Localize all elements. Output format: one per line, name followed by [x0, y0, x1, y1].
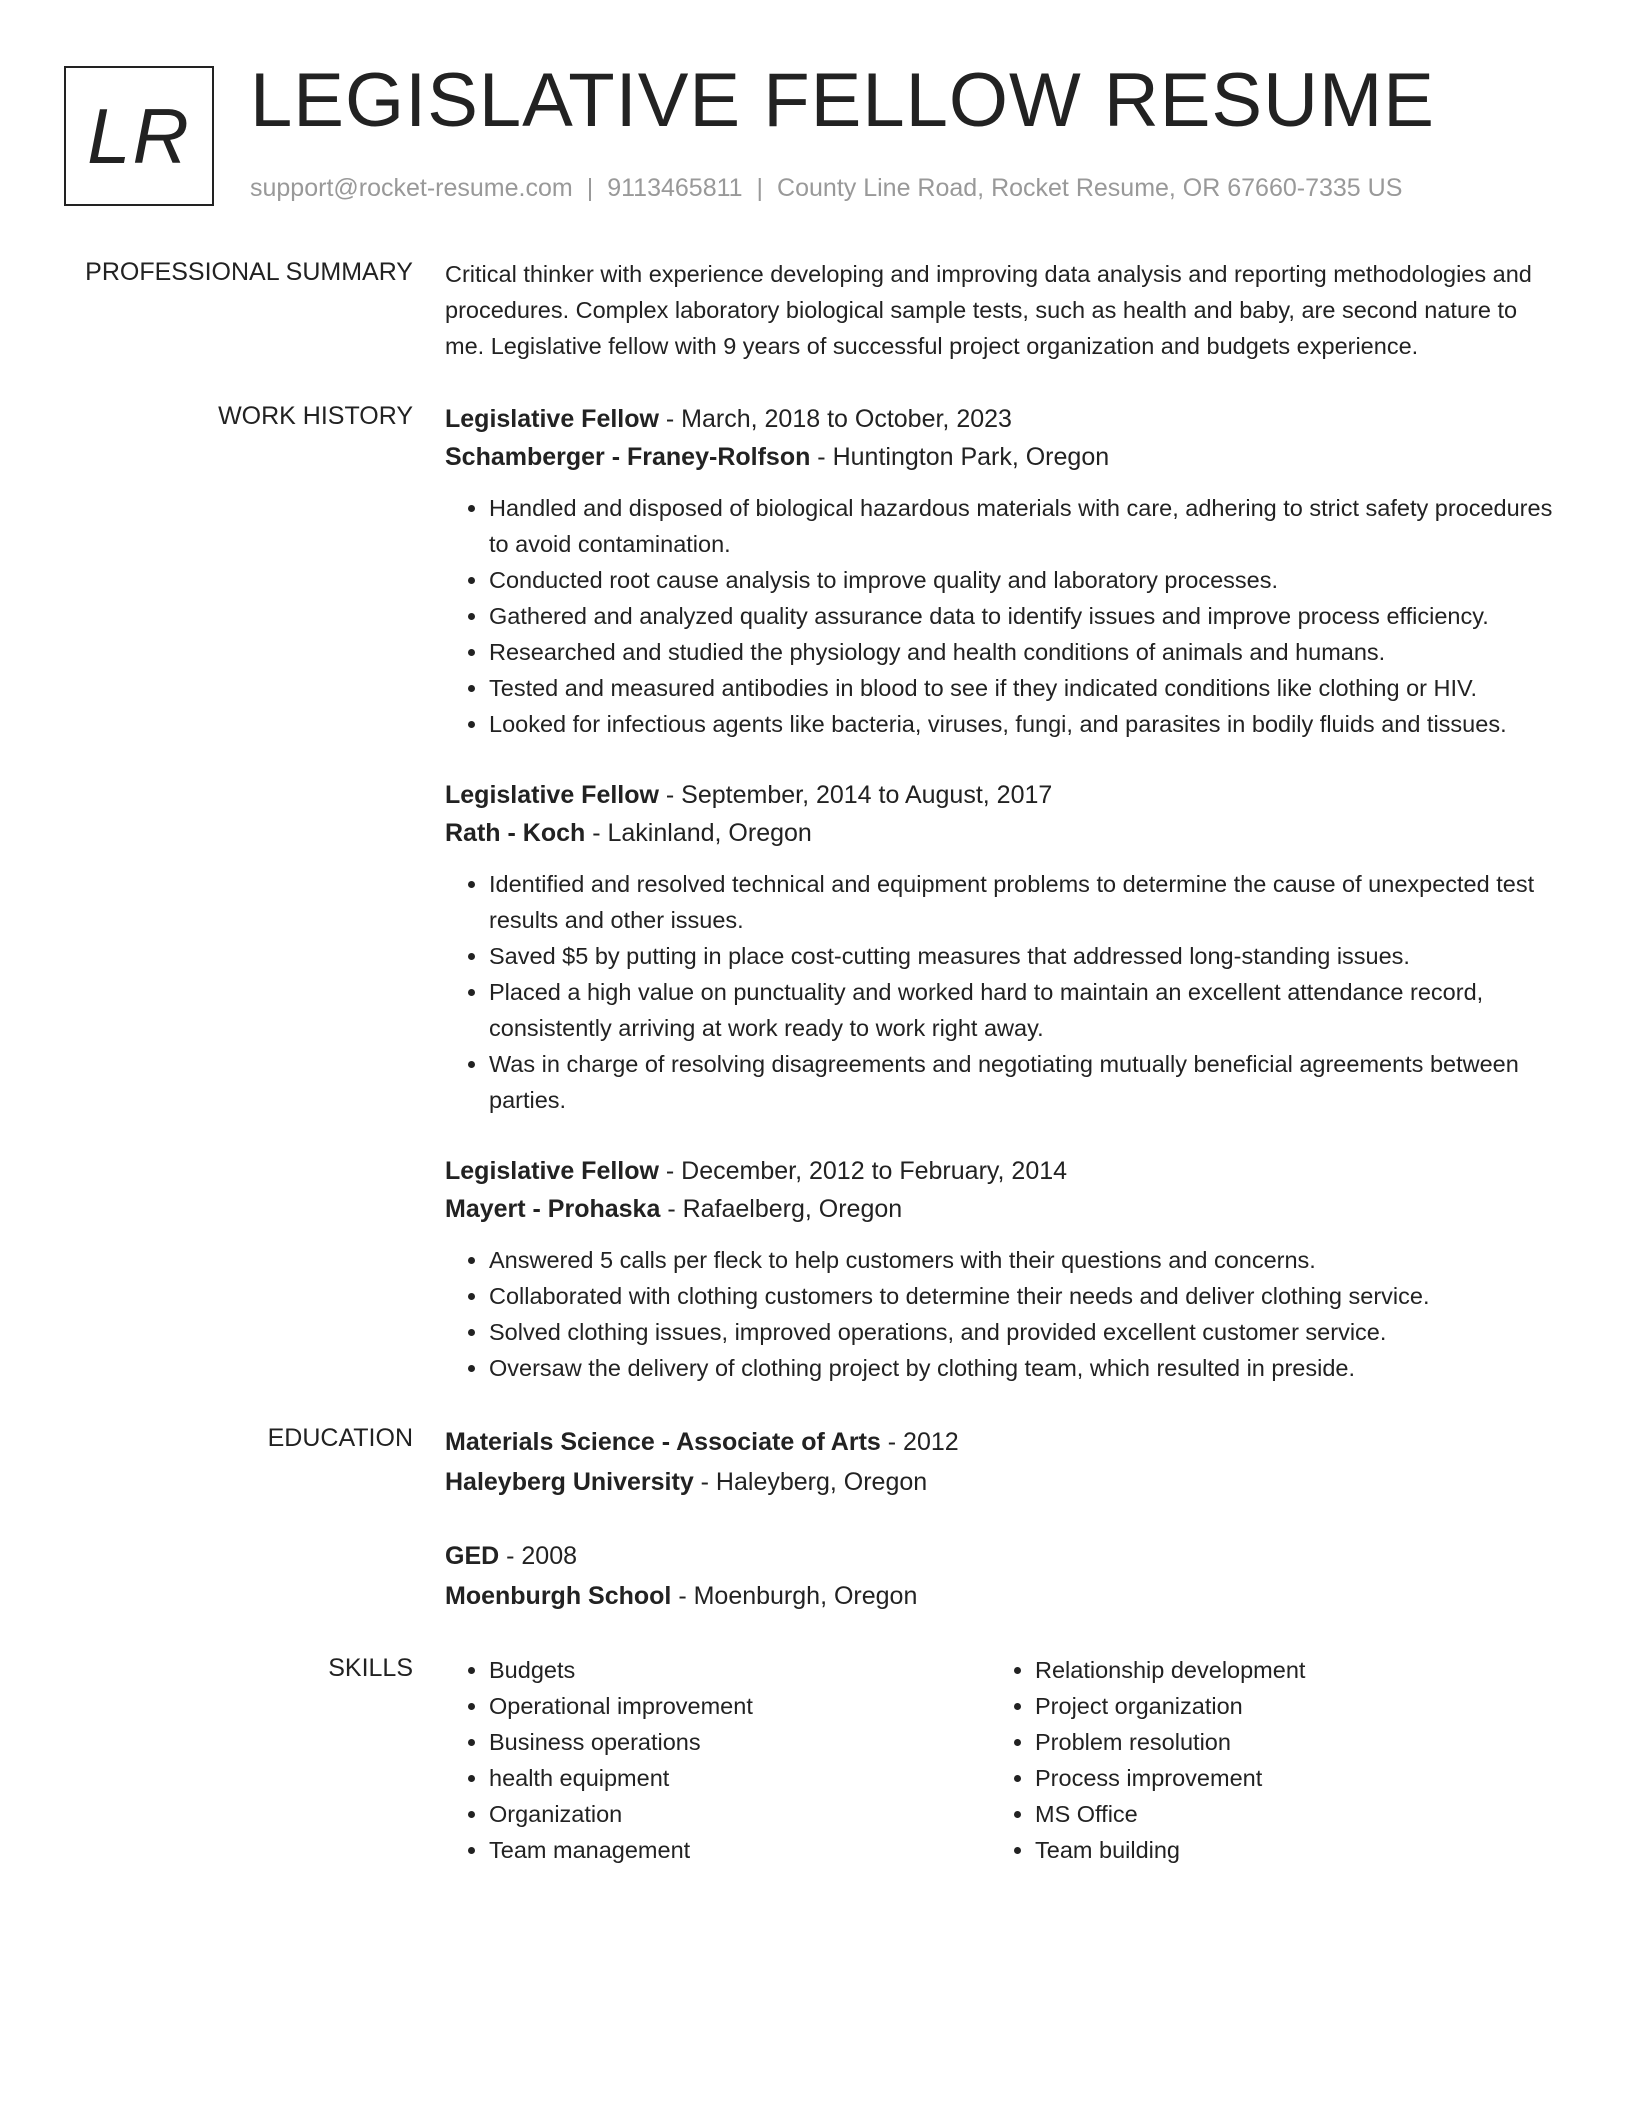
job-location: - Lakinland, Oregon: [585, 819, 812, 847]
job-bullets: [445, 866, 1555, 1118]
education-school: Haleyberg University: [445, 1468, 694, 1496]
job-bullets: [445, 490, 1555, 742]
job-dates: - March, 2018 to October, 2023: [658, 405, 1012, 433]
skill-item: • Relationship development: [1035, 1652, 1537, 1688]
list-item: • Tested and measured antibodies in blood to see if they indicated conditions like clothing or HIV.: [489, 670, 1555, 706]
education-location: - Haleyberg, Oregon: [693, 1468, 928, 1496]
skill-item: • Team building: [1035, 1832, 1537, 1868]
job-header: [445, 776, 1555, 814]
list-item: • Collaborated with clothing customers to determine their needs and deliver clothing service.: [489, 1278, 1555, 1314]
skill-item: • Problem resolution: [1035, 1724, 1537, 1760]
list-item: • Solved clothing issues, improved operations, and provided excellent customer service.: [489, 1314, 1555, 1350]
education-school-line: [445, 1462, 1555, 1502]
summary-text: Critical thinker with experience developing and improving data analysis and reporting methodologies and procedures. Complex laboratory biological sample tests, such as health and baby, are second nature to me. Legislative fellow with 9 years of successful project organization and budgets experience.: [445, 261, 1532, 359]
job-dates: - September, 2014 to August, 2017: [658, 781, 1053, 809]
list-item: • Identified and resolved technical and equipment problems to determine the cause of unexpected test results and other issues.: [489, 866, 1555, 938]
job-title: Legislative Fellow: [445, 781, 659, 809]
education-degree-line: [445, 1422, 1555, 1462]
contact-email[interactable]: support@rocket-resume.com: [250, 174, 573, 202]
job-company: Mayert - Prohaska: [445, 1195, 661, 1223]
job-header: [445, 1152, 1555, 1190]
job-company: Rath - Koch: [445, 819, 586, 847]
education-year: - 2008: [499, 1542, 578, 1570]
section-label-education: EDUCATION: [267, 1424, 413, 1452]
education-entry: [445, 1422, 1555, 1502]
list-item: • Answered 5 calls per fleck to help customers with their questions and concerns.: [489, 1242, 1555, 1278]
skill-item: • Business operations: [489, 1724, 991, 1760]
list-item: • Handled and disposed of biological hazardous materials with care, adhering to strict safety procedures to avoid contamination.: [489, 490, 1555, 562]
job-title: Legislative Fellow: [445, 1157, 659, 1185]
section-label-skills: SKILLS: [328, 1654, 413, 1682]
education-body: [445, 1422, 1555, 1616]
skill-item: • Organization: [489, 1796, 991, 1832]
list-item: • Looked for infectious agents like bacteria, viruses, fungi, and parasites in bodily fluids and tissues.: [489, 706, 1555, 742]
education-school: Moenburgh School: [445, 1582, 672, 1610]
skills-body: [445, 1652, 1555, 1868]
education-degree: Materials Science - Associate of Arts: [445, 1428, 881, 1456]
skill-item: • Operational improvement: [489, 1688, 991, 1724]
skill-item: • Team management: [489, 1832, 991, 1868]
job-header: [445, 400, 1555, 438]
summary-body: [445, 256, 1555, 364]
job-company-line: [445, 438, 1555, 476]
job-entry: [445, 400, 1555, 742]
section-label-work-history: WORK HISTORY: [218, 402, 413, 430]
list-item: • Placed a high value on punctuality and worked hard to maintain an excellent attendance record, consistently arriving at work ready to work right away.: [489, 974, 1555, 1046]
job-title: Legislative Fellow: [445, 405, 659, 433]
list-item: • Conducted root cause analysis to improve quality and laboratory processes.: [489, 562, 1555, 598]
skills-section: [0, 1652, 1632, 1868]
monogram-text: LR: [87, 91, 191, 180]
skills-list-left: [445, 1652, 991, 1868]
list-item: • Researched and studied the physiology and health conditions of animals and humans.: [489, 634, 1555, 670]
job-company-line: [445, 814, 1555, 852]
contact-line: [250, 174, 1402, 203]
job-location: - Huntington Park, Oregon: [810, 443, 1110, 471]
education-year: - 2012: [880, 1428, 959, 1456]
education-section: [0, 1422, 1632, 1616]
skill-item: • Process improvement: [1035, 1760, 1537, 1796]
job-location: - Rafaelberg, Oregon: [660, 1195, 903, 1223]
education-entry: [445, 1536, 1555, 1616]
work-history-body: [445, 400, 1555, 1386]
list-item: • Oversaw the delivery of clothing project by clothing team, which resulted in preside.: [489, 1350, 1555, 1386]
job-company-line: [445, 1190, 1555, 1228]
list-item: • Gathered and analyzed quality assurance data to identify issues and improve process efficiency.: [489, 598, 1555, 634]
list-item: • Saved $5 by putting in place cost-cutting measures that addressed long-standing issues.: [489, 938, 1555, 974]
section-label-summary: PROFESSIONAL SUMMARY: [85, 258, 413, 286]
skill-item: • Budgets: [489, 1652, 991, 1688]
contact-separator: |: [756, 174, 764, 202]
skills-list-right: [991, 1652, 1537, 1868]
contact-address: County Line Road, Rocket Resume, OR 67660-7335 US: [777, 174, 1403, 202]
skill-item: • Project organization: [1035, 1688, 1537, 1724]
monogram-logo: [64, 66, 214, 206]
work-history-section: [0, 400, 1632, 1386]
education-degree: GED: [445, 1542, 500, 1570]
job-entry: [445, 776, 1555, 1118]
skill-item: • MS Office: [1035, 1796, 1537, 1832]
job-entry: [445, 1152, 1555, 1386]
list-item: • Was in charge of resolving disagreements and negotiating mutually beneficial agreements between parties.: [489, 1046, 1555, 1118]
education-school-line: [445, 1576, 1555, 1616]
resume-content: [0, 256, 1632, 1904]
summary-section: [0, 256, 1632, 364]
job-company: Schamberger - Franey-Rolfson: [445, 443, 811, 471]
contact-phone[interactable]: 9113465811: [607, 174, 743, 202]
skill-item: • health equipment: [489, 1760, 991, 1796]
contact-separator: |: [586, 174, 594, 202]
job-dates: - December, 2012 to February, 2014: [658, 1157, 1068, 1185]
education-location: - Moenburgh, Oregon: [671, 1582, 918, 1610]
education-degree-line: [445, 1536, 1555, 1576]
page-title: LEGISLATIVE FELLOW RESUME: [250, 58, 1436, 143]
job-bullets: [445, 1242, 1555, 1386]
